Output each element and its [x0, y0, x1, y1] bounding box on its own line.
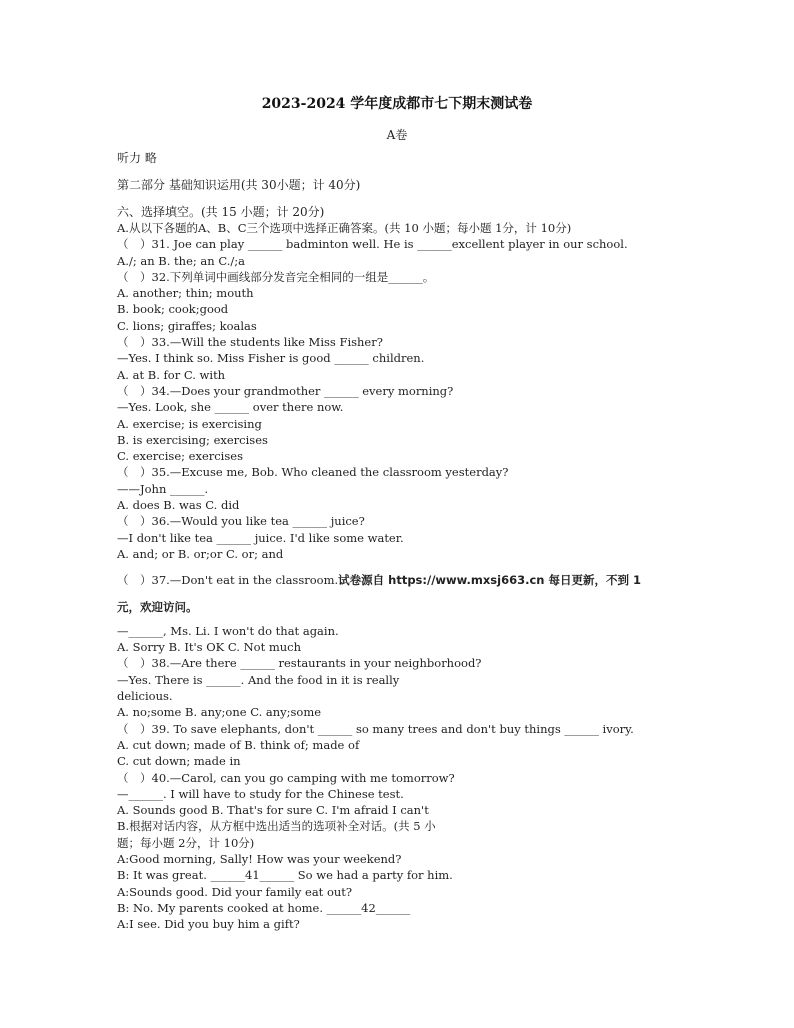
- question-36: （ ）36.—Would you like tea ______ juice?: [117, 514, 365, 529]
- dialogue-line-5: A:I see. Did you buy him a gift?: [117, 917, 300, 932]
- section-heading: 六、选择填空。(共 15 小题；计 20分): [117, 205, 325, 219]
- question-35-reply: ——John ______.: [117, 481, 209, 496]
- question-32-option-b: B. book; cook;good: [117, 302, 229, 317]
- source-notice: 试卷源自 https://www.mxsj663.cn 每日更新，不到 1: [338, 573, 641, 588]
- question-36-reply: —I don't like tea ______ juice. I'd like some water.: [117, 530, 404, 545]
- section-a-instruction: A.从以下各题的A、B、C三个选项中选择正确答案。(共 10 小题；每小题 1分，计 10分): [117, 221, 572, 235]
- question-38: （ ）38.—Are there ______ restaurants in your neighborhood?: [117, 656, 482, 671]
- question-34: （ ）34.—Does your grandmother ______ every morning?: [117, 383, 454, 398]
- page-title: 2023-2024 学年度成都市七下期末测试卷: [261, 96, 533, 112]
- question-37-reply: —______, Ms. Li. I won't do that again.: [117, 623, 339, 638]
- question-39-option-ab: A. cut down; made of B. think of; made of: [117, 737, 360, 752]
- dialogue-line-2: B: It was great. ______41______ So we had a party for him.: [117, 868, 453, 883]
- dialogue-line-1: A:Good morning, Sally! How was your weekend?: [117, 851, 402, 866]
- question-33-reply: —Yes. I think so. Miss Fisher is good ______ children.: [117, 351, 425, 366]
- question-33-options: A. at B. for C. with: [117, 367, 226, 382]
- paper-subtitle: A卷: [386, 128, 408, 142]
- dialogue-line-3: A:Sounds good. Did your family eat out?: [117, 884, 353, 899]
- question-35-options: A. does B. was C. did: [117, 498, 240, 513]
- question-39: （ ）39. To save elephants, don't ______ so many trees and don't buy things ______ ivory.: [117, 721, 634, 736]
- question-38-reply-cont: delicious.: [117, 689, 173, 704]
- question-40-reply: —______. I will have to study for the Chinese test.: [117, 786, 404, 801]
- question-33: （ ）33.—Will the students like Miss Fisher?: [117, 335, 383, 350]
- question-34-option-c: C. exercise; exercises: [117, 449, 243, 464]
- question-37-text: （ ）37.—Don't eat in the classroom.: [117, 573, 339, 588]
- section-b-instruction: B.根据对话内容，从方框中选出适当的选项补全对话。(共 5 小: [117, 819, 436, 834]
- question-34-option-b: B. is exercising; exercises: [117, 432, 268, 447]
- question-32: （ ）32.下列单词中画线部分发音完全相同的一组是______。: [117, 269, 435, 284]
- part-heading: 第二部分 基础知识运用(共 30小题；计 40分): [117, 178, 361, 192]
- listening-note: 听力 略: [117, 151, 157, 165]
- section-b-instruction-cont: 题；每小题 2分，计 10分): [117, 835, 255, 850]
- dialogue-line-4: B: No. My parents cooked at home. ______42______: [117, 900, 411, 915]
- question-36-options: A. and; or B. or;or C. or; and: [117, 546, 284, 561]
- question-32-option-a: A. another; thin; mouth: [117, 286, 254, 301]
- question-38-reply: —Yes. There is ______. And the food in it is really: [117, 672, 400, 687]
- question-37-options: A. Sorry B. It's OK C. Not much: [117, 640, 302, 655]
- question-39-option-c: C. cut down; made in: [117, 754, 241, 769]
- question-40: （ ）40.—Carol, can you go camping with me tomorrow?: [117, 770, 455, 785]
- question-34-reply: —Yes. Look, she ______ over there now.: [117, 400, 344, 415]
- question-40-options: A. Sounds good B. That's for sure C. I'm afraid I can't: [117, 803, 429, 818]
- question-34-option-a: A. exercise; is exercising: [117, 416, 262, 431]
- exam-content: [117, 150, 687, 932]
- question-37: [117, 572, 687, 588]
- question-38-options: A. no;some B. any;one C. any;some: [117, 705, 322, 720]
- question-32-option-c: C. lions; giraffes; koalas: [117, 318, 257, 333]
- question-31-options: A./; an B. the; an C./;a: [117, 253, 245, 268]
- question-31: （ ）31. Joe can play ______ badminton well. He is ______excellent player in our school.: [117, 237, 628, 252]
- question-35: （ ）35.—Excuse me, Bob. Who cleaned the classroom yesterday?: [117, 465, 509, 480]
- source-notice-cont: 元，欢迎访问。: [117, 599, 198, 614]
